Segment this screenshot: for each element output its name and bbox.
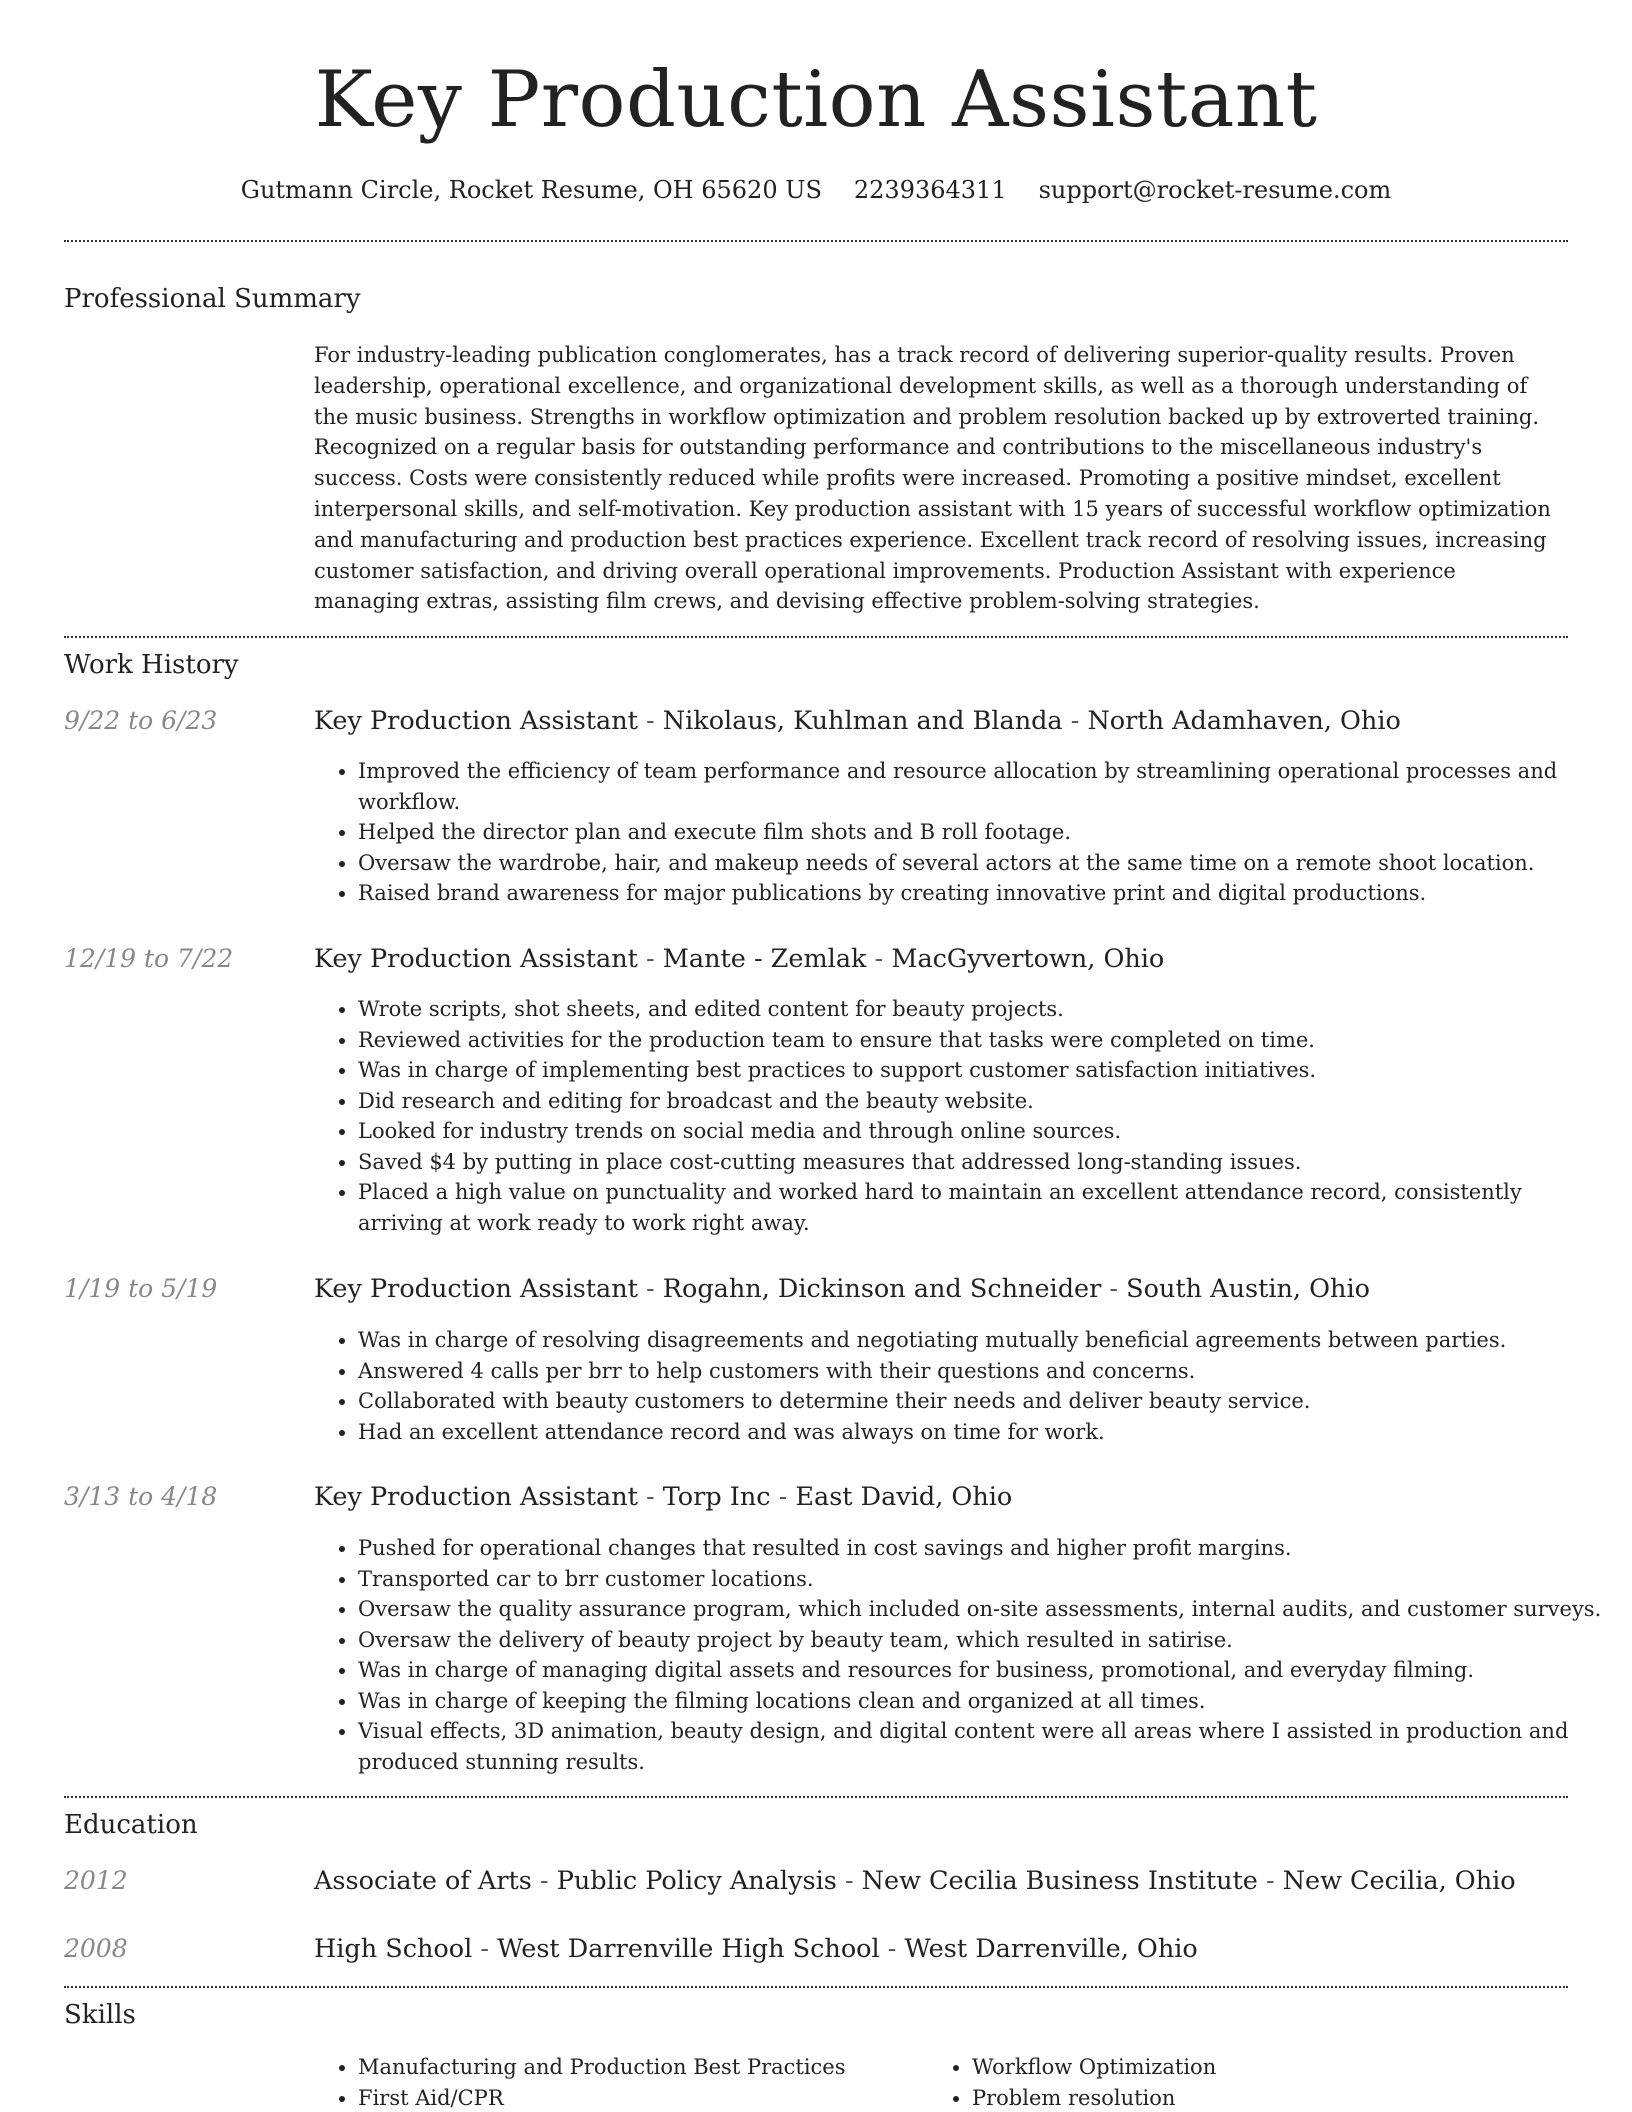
job-company: Rogahn, Dickinson and Schneider bbox=[662, 1274, 1102, 1304]
job-bullet: • Oversaw the delivery of beauty project by beauty team, which resulted in satirise. bbox=[358, 1625, 1612, 1656]
education-heading: Education bbox=[64, 1810, 198, 1840]
skills-heading: Skills bbox=[64, 2000, 136, 2030]
job-location: North Adamhaven, Ohio bbox=[1087, 706, 1401, 736]
education-field: Public Policy Analysis bbox=[556, 1866, 837, 1896]
education-line: Associate of Arts - Public Policy Analysis - New Cecilia Business Institute - New Cecilia, Ohio bbox=[314, 1866, 1516, 1896]
job-location: MacGyvertown, Ohio bbox=[891, 944, 1165, 974]
job-company: Nikolaus, Kuhlman and Blanda bbox=[662, 706, 1063, 736]
summary-heading: Professional Summary bbox=[64, 284, 361, 314]
section-divider bbox=[64, 1986, 1568, 1988]
job-bullets bbox=[314, 1325, 1612, 1447]
job-bullet: • Placed a high value on punctuality and worked hard to maintain an excellent attendance record, consistently arriving at work ready to work right away. bbox=[358, 1177, 1612, 1238]
job-bullet: • Saved $4 by putting in place cost-cutting measures that addressed long-standing issues. bbox=[358, 1147, 1612, 1178]
job-dates: 1/19 to 5/19 bbox=[64, 1274, 218, 1303]
job-bullet: • Helped the director plan and execute film shots and B roll footage. bbox=[358, 817, 1612, 848]
job-location: East David, Ohio bbox=[795, 1482, 1013, 1512]
section-divider bbox=[64, 1796, 1568, 1798]
job-location: South Austin, Ohio bbox=[1126, 1274, 1370, 1304]
job-role: Key Production Assistant bbox=[314, 706, 638, 736]
skill-item: • Problem resolution bbox=[972, 2083, 1572, 2112]
job-bullets bbox=[314, 1533, 1612, 1777]
resume-header bbox=[0, 0, 1632, 204]
education-degree: High School bbox=[314, 1934, 473, 1964]
job-company: Torp Inc bbox=[662, 1482, 771, 1512]
contact-address: Gutmann Circle, Rocket Resume, OH 65620 US bbox=[240, 176, 822, 204]
job-dates: 3/13 to 4/18 bbox=[64, 1482, 218, 1511]
job-bullet: • Oversaw the wardrobe, hair, and makeup needs of several actors at the same time on a remote shoot location. bbox=[358, 848, 1612, 879]
job-bullet: • Raised brand awareness for major publications by creating innovative print and digital productions. bbox=[358, 878, 1612, 909]
education-degree: Associate of Arts bbox=[314, 1866, 532, 1896]
job-bullet: • Answered 4 calls per brr to help customers with their questions and concerns. bbox=[358, 1356, 1612, 1387]
job-bullet: • Looked for industry trends on social media and through online sources. bbox=[358, 1116, 1612, 1147]
job-bullet: • Visual effects, 3D animation, beauty design, and digital content were all areas where I assisted in production and produced stunning results. bbox=[358, 1716, 1612, 1777]
contact-phone: 2239364311 bbox=[853, 176, 1007, 204]
job-bullet: • Wrote scripts, shot sheets, and edited content for beauty projects. bbox=[358, 994, 1612, 1025]
job-bullet: • Was in charge of keeping the filming locations clean and organized at all times. bbox=[358, 1686, 1612, 1717]
education-location: West Darrenville, Ohio bbox=[904, 1934, 1198, 1964]
job-bullet: • Had an excellent attendance record and was always on time for work. bbox=[358, 1417, 1612, 1448]
job-dates: 12/19 to 7/22 bbox=[64, 944, 234, 973]
skill-item: • Manufacturing and Production Best Practices bbox=[358, 2052, 938, 2083]
job-bullet: • Improved the efficiency of team performance and resource allocation by streamlining operational processes and workflow. bbox=[358, 756, 1612, 817]
summary-text: For industry-leading publication conglomerates, has a track record of delivering superior-quality results. Proven leadership, operational excellence, and organizational development skills, as well as a thorough understanding of the music business. Strengths in workflow optimization and problem resolution backed up by extroverted training. Recognized on a regular basis for outstanding performance and contributions to the miscellaneous industry's success. Costs were consistently reduced while profits were increased. Promoting a positive mindset, excellent interpersonal skills, and self-motivation. Key production assistant with 15 years of successful workflow optimization and manufacturing and production best practices experience. Excellent track record of resolving issues, increasing customer satisfaction, and driving overall operational improvements. Production Assistant with experience managing extras, assisting film crews, and devising effective problem-solving strategies. bbox=[314, 343, 1551, 614]
skill-item: • First Aid/CPR bbox=[358, 2083, 938, 2112]
job-bullet: • Transported car to brr customer locations. bbox=[358, 1564, 1612, 1595]
job-bullet: • Did research and editing for broadcast and the beauty website. bbox=[358, 1086, 1612, 1117]
contact-email: support@rocket-resume.com bbox=[1038, 176, 1392, 204]
education-school: New Cecilia Business Institute bbox=[861, 1866, 1258, 1896]
skills-list-left bbox=[314, 2052, 938, 2112]
education-line: High School - West Darrenville High School - West Darrenville, Ohio bbox=[314, 1934, 1198, 1964]
job-bullets bbox=[314, 756, 1612, 909]
section-divider bbox=[64, 636, 1568, 638]
education-location: New Cecilia, Ohio bbox=[1282, 1866, 1516, 1896]
education-year: 2012 bbox=[64, 1866, 128, 1895]
job-title-line: Key Production Assistant - Nikolaus, Kuhlman and Blanda - North Adamhaven, Ohio bbox=[314, 706, 1401, 736]
job-bullet: • Collaborated with beauty customers to determine their needs and deliver beauty service. bbox=[358, 1386, 1612, 1417]
skill-item: • Workflow Optimization bbox=[972, 2052, 1572, 2083]
job-bullet: • Was in charge of resolving disagreements and negotiating mutually beneficial agreements between parties. bbox=[358, 1325, 1612, 1356]
job-title-line: Key Production Assistant - Rogahn, Dickinson and Schneider - South Austin, Ohio bbox=[314, 1274, 1370, 1304]
job-bullet: • Was in charge of implementing best practices to support customer satisfaction initiatives. bbox=[358, 1055, 1612, 1086]
job-bullet: • Oversaw the quality assurance program, which included on-site assessments, internal audits, and customer surveys. bbox=[358, 1594, 1612, 1625]
section-divider bbox=[64, 240, 1568, 242]
job-bullets bbox=[314, 994, 1612, 1238]
job-role: Key Production Assistant bbox=[314, 1482, 638, 1512]
skills-list-right bbox=[928, 2052, 1572, 2112]
job-dates: 9/22 to 6/23 bbox=[64, 706, 218, 735]
education-year: 2008 bbox=[64, 1934, 128, 1963]
job-bullet: • Reviewed activities for the production team to ensure that tasks were completed on time. bbox=[358, 1025, 1612, 1056]
job-role: Key Production Assistant bbox=[314, 1274, 638, 1304]
job-title-line: Key Production Assistant - Mante - Zemlak - MacGyvertown, Ohio bbox=[314, 944, 1165, 974]
contact-line bbox=[0, 176, 1632, 204]
job-bullet: • Pushed for operational changes that resulted in cost savings and higher profit margins. bbox=[358, 1533, 1612, 1564]
candidate-name: Key Production Assistant bbox=[314, 55, 1318, 145]
work-history-heading: Work History bbox=[64, 650, 239, 680]
job-role: Key Production Assistant bbox=[314, 944, 638, 974]
job-company: Mante - Zemlak bbox=[662, 944, 867, 974]
job-title-line: Key Production Assistant - Torp Inc - East David, Ohio bbox=[314, 1482, 1013, 1512]
job-bullet: • Was in charge of managing digital assets and resources for business, promotional, and everyday filming. bbox=[358, 1655, 1612, 1686]
education-school: West Darrenville High School bbox=[497, 1934, 880, 1964]
